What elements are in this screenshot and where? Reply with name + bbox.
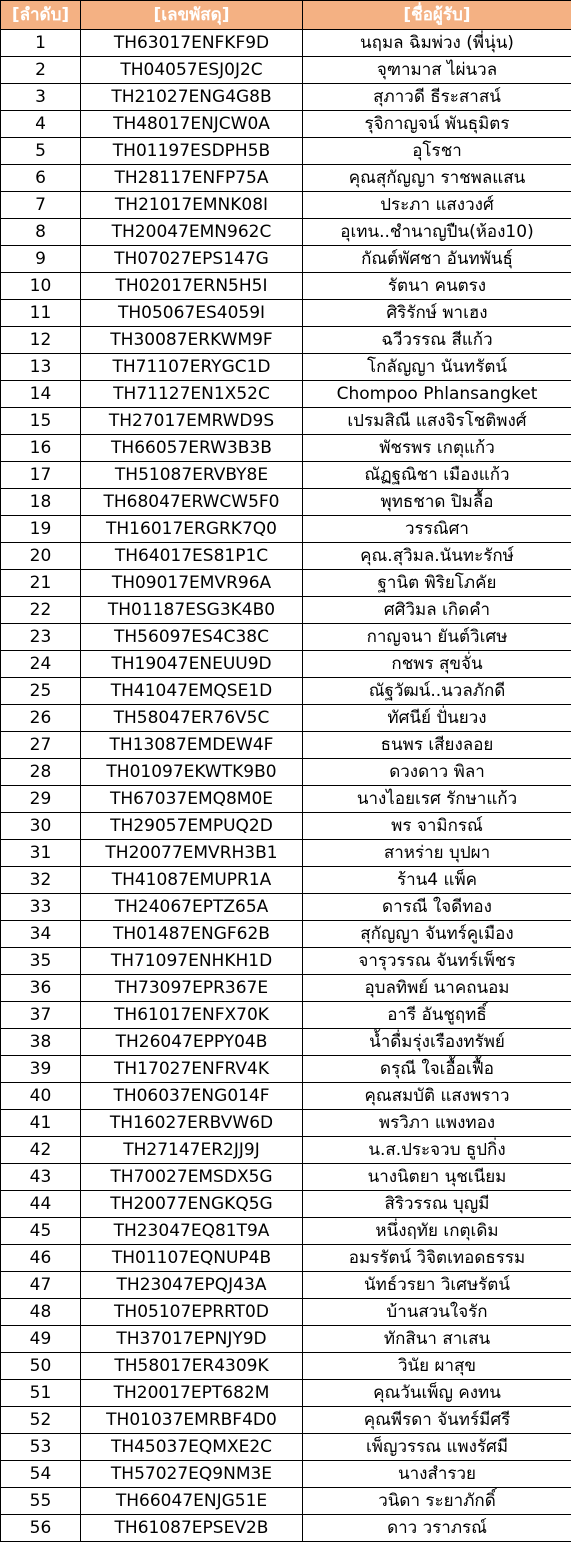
table-row xyxy=(1,489,571,516)
tracking-number-cell: TH61017ENFX70K xyxy=(81,1002,303,1029)
recipient-name-cell: สุภาวดี ธีระสาสน์ xyxy=(303,84,571,111)
table-row xyxy=(1,462,571,489)
index-cell: 44 xyxy=(1,1191,81,1218)
tracking-number-cell: TH26047EPPY04B xyxy=(81,1029,303,1056)
table-row xyxy=(1,1488,571,1515)
table-row xyxy=(1,840,571,867)
tracking-number-cell: TH51087ERVBY8E xyxy=(81,462,303,489)
table-row xyxy=(1,1164,571,1191)
tracking-number-cell: TH27147ER2JJ9J xyxy=(81,1137,303,1164)
table-row xyxy=(1,705,571,732)
tracking-number-cell: TH57027EQ9NM3E xyxy=(81,1461,303,1488)
recipient-name-cell: เพ็ญวรรณ แพงรัศมี xyxy=(303,1434,571,1461)
table-row xyxy=(1,1461,571,1488)
recipient-name-cell: อารี อันชูฤทธิ์ xyxy=(303,1002,571,1029)
table-row xyxy=(1,327,571,354)
table-row xyxy=(1,165,571,192)
index-cell: 28 xyxy=(1,759,81,786)
table-row xyxy=(1,759,571,786)
recipient-name-cell: นัทธ์วรยา วิเศษรัตน์ xyxy=(303,1272,571,1299)
recipient-name-cell: โกลัญญา นันทรัตน์ xyxy=(303,354,571,381)
table-row xyxy=(1,354,571,381)
index-cell: 29 xyxy=(1,786,81,813)
tracking-number-cell: TH16017ERGRK7Q0 xyxy=(81,516,303,543)
recipient-name-cell: เปรมสิณี แสงจิรโชติพงศ์ xyxy=(303,408,571,435)
recipient-name-cell: ฉวีวรรณ สีแก้ว xyxy=(303,327,571,354)
recipient-name-cell: ดาว วราภรณ์ xyxy=(303,1515,571,1542)
recipient-name-cell: คุณสมบัติ แสงพราว xyxy=(303,1083,571,1110)
index-cell: 3 xyxy=(1,84,81,111)
tracking-number-cell: TH73097EPR367E xyxy=(81,975,303,1002)
index-cell: 6 xyxy=(1,165,81,192)
index-cell: 48 xyxy=(1,1299,81,1326)
index-cell: 31 xyxy=(1,840,81,867)
tracking-number-cell: TH24067EPTZ65A xyxy=(81,894,303,921)
index-cell: 11 xyxy=(1,300,81,327)
tracking-number-cell: TH70027EMSDX5G xyxy=(81,1164,303,1191)
recipient-name-cell: ณัฐวัฒน์..นวลภักดี xyxy=(303,678,571,705)
table-row xyxy=(1,894,571,921)
index-cell: 25 xyxy=(1,678,81,705)
index-cell: 45 xyxy=(1,1218,81,1245)
recipient-name-cell: พร จามิกรณ์ xyxy=(303,813,571,840)
recipient-name-cell: อุบลทิพย์ นาคถนอม xyxy=(303,975,571,1002)
table-row xyxy=(1,651,571,678)
recipient-name-cell: น้ำดื่มรุ่งเรืองทรัพย์ xyxy=(303,1029,571,1056)
recipient-name-cell: ศศิวิมล เกิดคำ xyxy=(303,597,571,624)
tracking-number-cell: TH21027ENG4G8B xyxy=(81,84,303,111)
table-row xyxy=(1,570,571,597)
recipient-name-cell: นางไอยเรศ รักษาแก้ว xyxy=(303,786,571,813)
table-row xyxy=(1,732,571,759)
index-cell: 39 xyxy=(1,1056,81,1083)
index-cell: 13 xyxy=(1,354,81,381)
header-row xyxy=(1,1,571,30)
recipient-name-cell: ดารณี ใจดีทอง xyxy=(303,894,571,921)
table-row xyxy=(1,435,571,462)
table-row xyxy=(1,1137,571,1164)
index-cell: 35 xyxy=(1,948,81,975)
index-cell: 23 xyxy=(1,624,81,651)
index-cell: 27 xyxy=(1,732,81,759)
index-cell: 10 xyxy=(1,273,81,300)
tracking-number-cell: TH02017ERN5H5I xyxy=(81,273,303,300)
index-cell: 37 xyxy=(1,1002,81,1029)
tracking-number-cell: TH16027ERBVW6D xyxy=(81,1110,303,1137)
tracking-number-cell: TH01037EMRBF4D0 xyxy=(81,1407,303,1434)
table-header xyxy=(1,1,571,30)
table-row xyxy=(1,1218,571,1245)
table-row xyxy=(1,300,571,327)
index-cell: 50 xyxy=(1,1353,81,1380)
index-cell: 49 xyxy=(1,1326,81,1353)
tracking-number-cell: TH20047EMN962C xyxy=(81,219,303,246)
index-cell: 47 xyxy=(1,1272,81,1299)
recipient-name-cell: จารุวรรณ จันทร์เพ็ชร xyxy=(303,948,571,975)
table-row xyxy=(1,516,571,543)
table-row xyxy=(1,138,571,165)
tracking-number-cell: TH71127EN1X52C xyxy=(81,381,303,408)
tracking-number-cell: TH01187ESG3K4B0 xyxy=(81,597,303,624)
recipient-name-cell: วรรณิศา xyxy=(303,516,571,543)
tracking-number-cell: TH58017ER4309K xyxy=(81,1353,303,1380)
tracking-number-cell: TH30087ERKWM9F xyxy=(81,327,303,354)
table-row xyxy=(1,1056,571,1083)
table-row xyxy=(1,1515,571,1542)
index-cell: 51 xyxy=(1,1380,81,1407)
recipient-name-cell: หนึ่งฤทัย เกตุเดิม xyxy=(303,1218,571,1245)
index-cell: 21 xyxy=(1,570,81,597)
tracking-number-cell: TH66057ERW3B3B xyxy=(81,435,303,462)
recipient-name-cell: Chompoo Phlansangket xyxy=(303,381,571,408)
index-cell: 30 xyxy=(1,813,81,840)
recipient-name-cell: พุทธชาด ปิมลื้อ xyxy=(303,489,571,516)
recipient-name-cell: น.ส.ประจวบ ธูปกิ่ง xyxy=(303,1137,571,1164)
recipient-name-cell: พรวิภา แพงทอง xyxy=(303,1110,571,1137)
table-row xyxy=(1,597,571,624)
table-row xyxy=(1,948,571,975)
table-row xyxy=(1,1191,571,1218)
index-cell: 53 xyxy=(1,1434,81,1461)
recipient-name-cell: นางนิตยา นุชเนียม xyxy=(303,1164,571,1191)
table-row xyxy=(1,678,571,705)
recipient-name-cell: ธนพร เสียงลอย xyxy=(303,732,571,759)
table-row xyxy=(1,1245,571,1272)
index-cell: 7 xyxy=(1,192,81,219)
recipient-name-cell: อมรรัตน์ วิจิตเทอดธรรม xyxy=(303,1245,571,1272)
index-cell: 34 xyxy=(1,921,81,948)
index-cell: 54 xyxy=(1,1461,81,1488)
tracking-number-cell: TH13087EMDEW4F xyxy=(81,732,303,759)
recipient-name-cell: กาญจนา ยันต์วิเศษ xyxy=(303,624,571,651)
tracking-number-cell: TH48017ENJCW0A xyxy=(81,111,303,138)
tracking-number-cell: TH58047ER76V5C xyxy=(81,705,303,732)
index-cell: 5 xyxy=(1,138,81,165)
index-cell: 14 xyxy=(1,381,81,408)
index-cell: 8 xyxy=(1,219,81,246)
table-row xyxy=(1,921,571,948)
tracking-number-cell: TH41087EMUPR1A xyxy=(81,867,303,894)
recipient-name-cell: วินัย ผาสุข xyxy=(303,1353,571,1380)
index-cell: 24 xyxy=(1,651,81,678)
tracking-number-cell: TH21017EMNK08I xyxy=(81,192,303,219)
header-index: [ลำดับ] xyxy=(1,1,81,30)
recipient-name-cell: นางสำรวย xyxy=(303,1461,571,1488)
index-cell: 43 xyxy=(1,1164,81,1191)
table-row xyxy=(1,975,571,1002)
table-row xyxy=(1,786,571,813)
tracking-number-cell: TH45037EQMXE2C xyxy=(81,1434,303,1461)
tracking-number-cell: TH37017EPNJY9D xyxy=(81,1326,303,1353)
recipient-name-cell: รัตนา คนตรง xyxy=(303,273,571,300)
table-body xyxy=(1,30,571,1542)
tracking-number-cell: TH66047ENJG51E xyxy=(81,1488,303,1515)
tracking-number-cell: TH68047ERWCW5F0 xyxy=(81,489,303,516)
tracking-number-cell: TH27017EMRWD9S xyxy=(81,408,303,435)
recipient-name-cell: คุณสุกัญญา ราชพลแสน xyxy=(303,165,571,192)
index-cell: 38 xyxy=(1,1029,81,1056)
index-cell: 15 xyxy=(1,408,81,435)
index-cell: 46 xyxy=(1,1245,81,1272)
tracking-number-cell: TH09017EMVR96A xyxy=(81,570,303,597)
recipient-name-cell: คุณวันเพ็ญ คงทน xyxy=(303,1380,571,1407)
recipient-name-cell: นฤมล ฉิมพ่วง (พี่นุ่น) xyxy=(303,30,571,57)
tracking-number-cell: TH01107EQNUP4B xyxy=(81,1245,303,1272)
index-cell: 42 xyxy=(1,1137,81,1164)
tracking-number-cell: TH04057ESJ0J2C xyxy=(81,57,303,84)
recipient-name-cell: ดรุณี ใจเอื้อเฟื้อ xyxy=(303,1056,571,1083)
tracking-number-cell: TH63017ENFKF9D xyxy=(81,30,303,57)
recipient-name-cell: คุณ.สุวิมล.นันทะรักษ์ xyxy=(303,543,571,570)
tracking-number-cell: TH67037EMQ8M0E xyxy=(81,786,303,813)
recipient-name-cell: จุฑามาส ไผ่นวล xyxy=(303,57,571,84)
table-row xyxy=(1,1434,571,1461)
recipient-name-cell: รุจิกาญจน์ พันธุมิตร xyxy=(303,111,571,138)
index-cell: 33 xyxy=(1,894,81,921)
index-cell: 32 xyxy=(1,867,81,894)
recipient-name-cell: ดวงดาว พิลา xyxy=(303,759,571,786)
table-row xyxy=(1,867,571,894)
index-cell: 20 xyxy=(1,543,81,570)
index-cell: 12 xyxy=(1,327,81,354)
table-row xyxy=(1,1272,571,1299)
tracking-number-cell: TH17027ENFRV4K xyxy=(81,1056,303,1083)
table-row xyxy=(1,1110,571,1137)
tracking-number-cell: TH05107EPRRT0D xyxy=(81,1299,303,1326)
table-row xyxy=(1,273,571,300)
tracking-number-cell: TH61087EPSEV2B xyxy=(81,1515,303,1542)
tracking-number-cell: TH23047EPQJ43A xyxy=(81,1272,303,1299)
index-cell: 56 xyxy=(1,1515,81,1542)
table-row xyxy=(1,624,571,651)
tracking-number-cell: TH20077ENGKQ5G xyxy=(81,1191,303,1218)
header-tracking-number: [เลขพัสดุ] xyxy=(81,1,303,30)
recipient-name-cell: พัชรพร เกตุแก้ว xyxy=(303,435,571,462)
table-row xyxy=(1,1299,571,1326)
recipient-name-cell: ศิริรักษ์ พาเฮง xyxy=(303,300,571,327)
recipient-name-cell: สาหร่าย บุปผา xyxy=(303,840,571,867)
tracking-number-cell: TH06037ENG014F xyxy=(81,1083,303,1110)
table-row xyxy=(1,1083,571,1110)
index-cell: 17 xyxy=(1,462,81,489)
tracking-number-cell: TH71107ERYGC1D xyxy=(81,354,303,381)
recipient-name-cell: ทักสินา สาเสน xyxy=(303,1326,571,1353)
recipient-name-cell: ฐานิต พิริยโภคัย xyxy=(303,570,571,597)
tracking-number-cell: TH01097EKWTK9B0 xyxy=(81,759,303,786)
index-cell: 1 xyxy=(1,30,81,57)
index-cell: 16 xyxy=(1,435,81,462)
table-row xyxy=(1,192,571,219)
table-row xyxy=(1,57,571,84)
table-row xyxy=(1,1326,571,1353)
header-recipient-name: [ชื่อผู้รับ] xyxy=(303,1,571,30)
tracking-number-cell: TH20017EPT682M xyxy=(81,1380,303,1407)
recipient-name-cell: กชพร สุขจั่น xyxy=(303,651,571,678)
table-row xyxy=(1,408,571,435)
table-row xyxy=(1,813,571,840)
table-row xyxy=(1,1380,571,1407)
recipient-name-cell: สิริวรรณ บุญมี xyxy=(303,1191,571,1218)
index-cell: 22 xyxy=(1,597,81,624)
tracking-number-cell: TH56097ES4C38C xyxy=(81,624,303,651)
tracking-number-cell: TH20077EMVRH3B1 xyxy=(81,840,303,867)
index-cell: 4 xyxy=(1,111,81,138)
index-cell: 55 xyxy=(1,1488,81,1515)
table-row xyxy=(1,84,571,111)
index-cell: 18 xyxy=(1,489,81,516)
table-row xyxy=(1,246,571,273)
table-row xyxy=(1,219,571,246)
table-row xyxy=(1,1002,571,1029)
tracking-number-cell: TH05067ES4059I xyxy=(81,300,303,327)
recipient-name-cell: อุโรชา xyxy=(303,138,571,165)
index-cell: 52 xyxy=(1,1407,81,1434)
index-cell: 9 xyxy=(1,246,81,273)
table-row xyxy=(1,1029,571,1056)
tracking-number-cell: TH19047ENEUU9D xyxy=(81,651,303,678)
tracking-number-cell: TH01487ENGF62B xyxy=(81,921,303,948)
recipient-name-cell: ณัฏฐณิชา เมืองแก้ว xyxy=(303,462,571,489)
recipient-name-cell: กัณต์พัศชา อันทพันธุ์ xyxy=(303,246,571,273)
table-row xyxy=(1,30,571,57)
tracking-number-cell: TH71097ENHKH1D xyxy=(81,948,303,975)
tracking-number-cell: TH23047EQ81T9A xyxy=(81,1218,303,1245)
table-row xyxy=(1,543,571,570)
index-cell: 36 xyxy=(1,975,81,1002)
index-cell: 26 xyxy=(1,705,81,732)
index-cell: 2 xyxy=(1,57,81,84)
tracking-number-cell: TH29057EMPUQ2D xyxy=(81,813,303,840)
recipient-name-cell: วนิดา ระยาภักดิ์ xyxy=(303,1488,571,1515)
table-row xyxy=(1,1407,571,1434)
tracking-number-cell: TH07027EPS147G xyxy=(81,246,303,273)
tracking-number-cell: TH41047EMQSE1D xyxy=(81,678,303,705)
recipient-name-cell: อุเทน..ชำนาญปืน(ห้อง10) xyxy=(303,219,571,246)
index-cell: 40 xyxy=(1,1083,81,1110)
tracking-number-cell: TH01197ESDPH5B xyxy=(81,138,303,165)
recipient-name-cell: บ้านสวนใจรัก xyxy=(303,1299,571,1326)
tracking-number-cell: TH28117ENFP75A xyxy=(81,165,303,192)
recipient-name-cell: ประภา แสงวงศ์ xyxy=(303,192,571,219)
recipient-name-cell: คุณพีรดา จันทร์มีศรี xyxy=(303,1407,571,1434)
recipient-name-cell: ร้าน4 แพ็ค xyxy=(303,867,571,894)
table-row xyxy=(1,1353,571,1380)
recipient-name-cell: สุกัญญา จันทร์คูเมือง xyxy=(303,921,571,948)
tracking-number-cell: TH64017ES81P1C xyxy=(81,543,303,570)
table-row xyxy=(1,111,571,138)
index-cell: 19 xyxy=(1,516,81,543)
table-row xyxy=(1,381,571,408)
recipient-name-cell: ทัศนีย์ ปั่นยวง xyxy=(303,705,571,732)
index-cell: 41 xyxy=(1,1110,81,1137)
